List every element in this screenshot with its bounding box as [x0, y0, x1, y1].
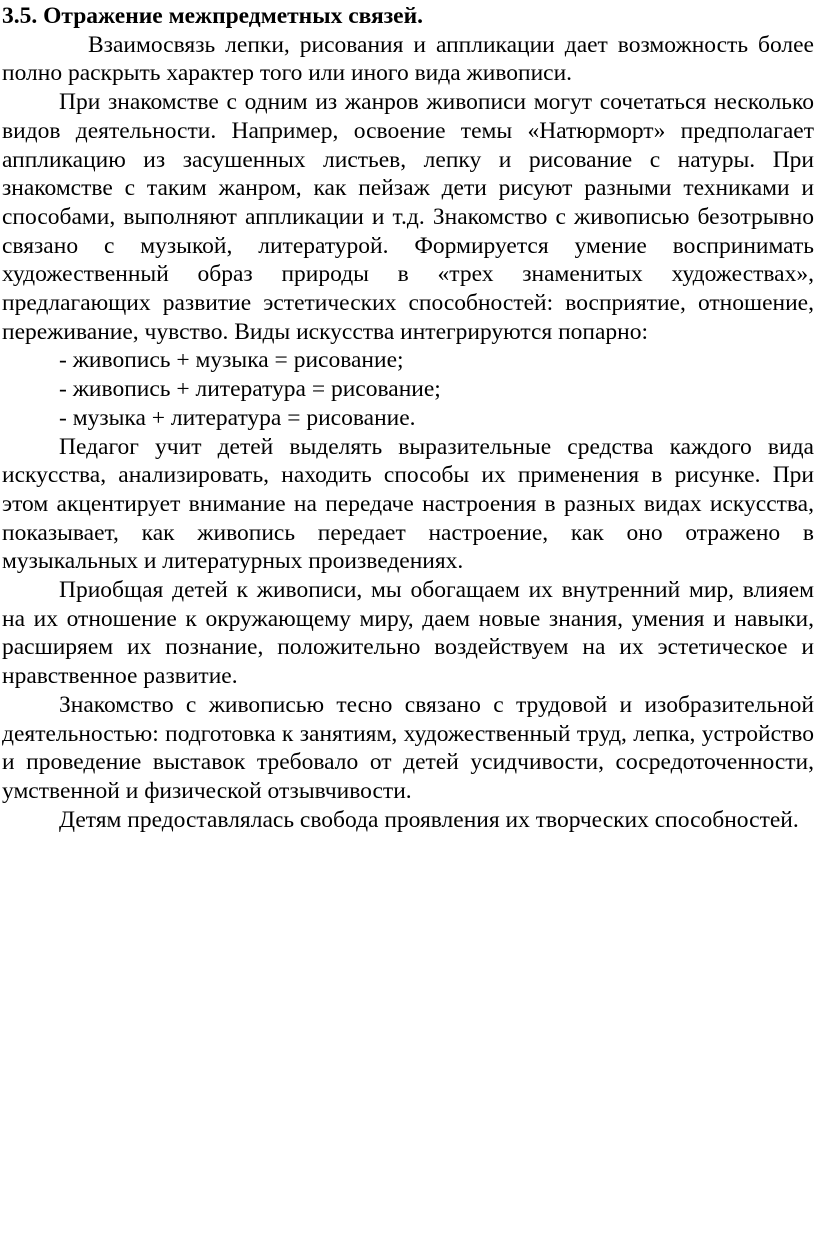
paragraph-intro: Взаимосвязь лепки, рисования и аппликации дает возможность более полно раскрыть характер того или иного вида живописи.: [2, 31, 814, 87]
document-body: [2, 2, 814, 834]
paragraph-enrichment: Приобщая детей к живописи, мы обогащаем их внутренний мир, влияем на их отношение к окружающему миру, даем новые знания, умения и навыки, расширяем их познание, положительно воздействуем на их эстетическое и нравственное развитие.: [2, 577, 814, 690]
list-item: - живопись + литература = рисование;: [59, 376, 441, 403]
paragraph-labor: Знакомство с живописью тесно связано с трудовой и изобразительной деятельностью: подготовка к занятиям, художественный труд, лепка, устройство и проведение выставок требовало от детей усидчивости, сосредоточенности, умственной и физической отзывчивости.: [2, 691, 814, 804]
section-heading: 3.5. Отражение межпредметных связей.: [2, 3, 424, 29]
paragraph-genres: При знакомстве с одним из жанров живописи могут сочетаться несколько видов деятельности. Например, освоение темы «Натюрморт» предполагает аппликацию из засушенных листьев, лепку и рисование с натуры. При знакомстве с таким жанром, как пейзаж дети рисуют разными техниками и способами, выполняют аппликации и т.д. Знакомство с живописью безотрывно связано с музыкой, литературой. Формируется умение воспринимать художественный образ природы в «трех знаменитых художествах», предлагающих развитие эстетических способностей: восприятие, отношение, переживание, чувство. Виды искусства интегрируются попарно:: [2, 89, 814, 345]
paragraph-teacher: Педагог учит детей выделять выразительные средства каждого вида искусства, анализировать, находить способы их применения в рисунке. При этом акцентирует внимание на передаче настроения в разных видах искусства, показывает, как живопись передает настроение, как оно отражено в музыкальных и литературных произведениях.: [2, 433, 814, 575]
list-item: - музыка + литература = рисование.: [59, 404, 416, 431]
list-item: - живопись + музыка = рисование;: [59, 347, 404, 374]
paragraph-freedom: Детям предоставлялась свобода проявления их творческих способностей.: [59, 806, 799, 833]
